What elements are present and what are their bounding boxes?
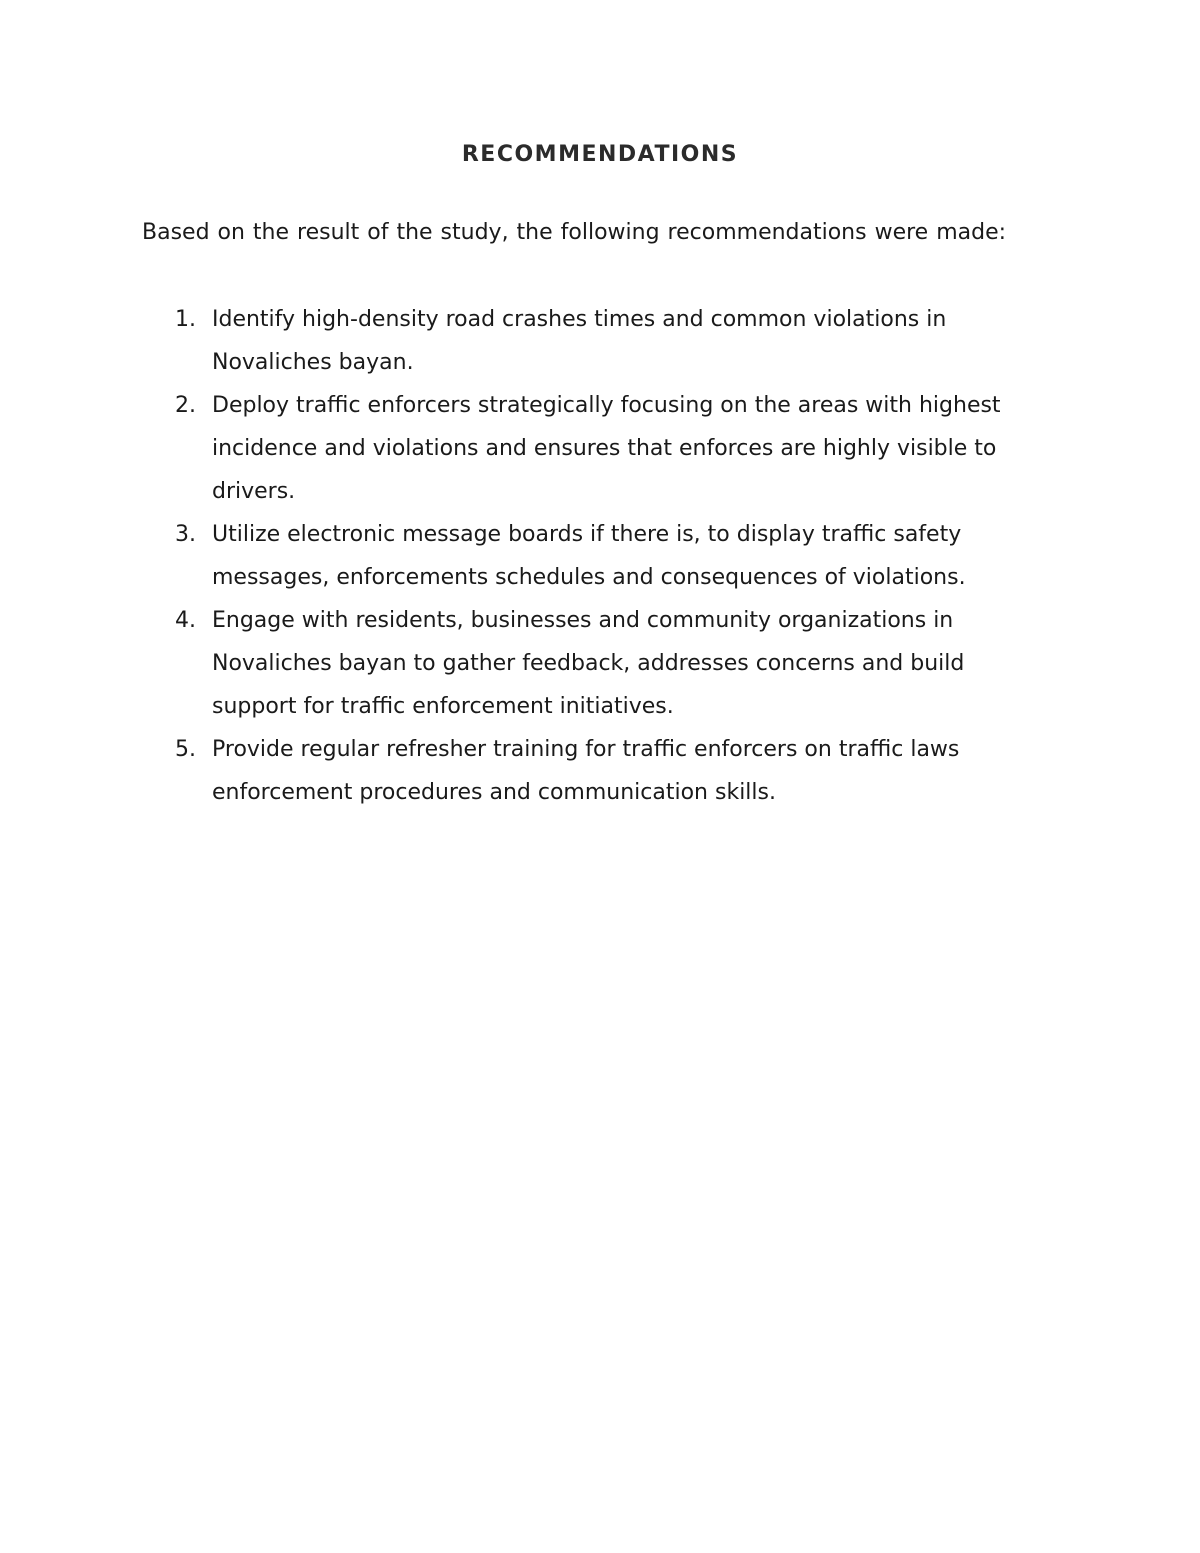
recommendation-item: [0, 513, 1072, 599]
item-line: Utilize electronic message boards if there is, to display traffic safety: [212, 522, 962, 547]
item-line: messages, enforcements schedules and consequences of violations.: [212, 565, 966, 590]
item-line: enforcement procedures and communication skills.: [212, 780, 776, 805]
item-number: 4.: [175, 608, 196, 633]
item-line: Novaliches bayan to gather feedback, addresses concerns and build: [212, 651, 965, 676]
recommendation-list: [0, 298, 1200, 814]
item-line: Identify high-density road crashes times and common violations in: [212, 307, 947, 332]
intro-paragraph: Based on the result of the study, the following recommendations were made:: [142, 220, 1007, 245]
item-number: 3.: [175, 522, 196, 547]
item-line: Provide regular refresher training for traffic enforcers on traffic laws: [212, 737, 960, 762]
item-line: Novaliches bayan.: [212, 350, 414, 375]
item-number: 1.: [175, 307, 196, 332]
recommendation-item: [0, 599, 1072, 728]
item-line: incidence and violations and ensures that enforces are highly visible to: [212, 436, 997, 461]
recommendation-item: [0, 728, 1072, 814]
item-line: support for traffic enforcement initiatives.: [212, 694, 674, 719]
recommendation-item: [0, 298, 1072, 384]
item-number: 2.: [175, 393, 196, 418]
item-number: 5.: [175, 737, 196, 762]
recommendation-item: [0, 384, 1072, 513]
page-title: RECOMMENDATIONS: [461, 142, 739, 167]
item-line: drivers.: [212, 479, 296, 504]
item-line: Engage with residents, businesses and community organizations in: [212, 608, 954, 633]
item-line: Deploy traffic enforcers strategically focusing on the areas with highest: [212, 393, 1001, 418]
